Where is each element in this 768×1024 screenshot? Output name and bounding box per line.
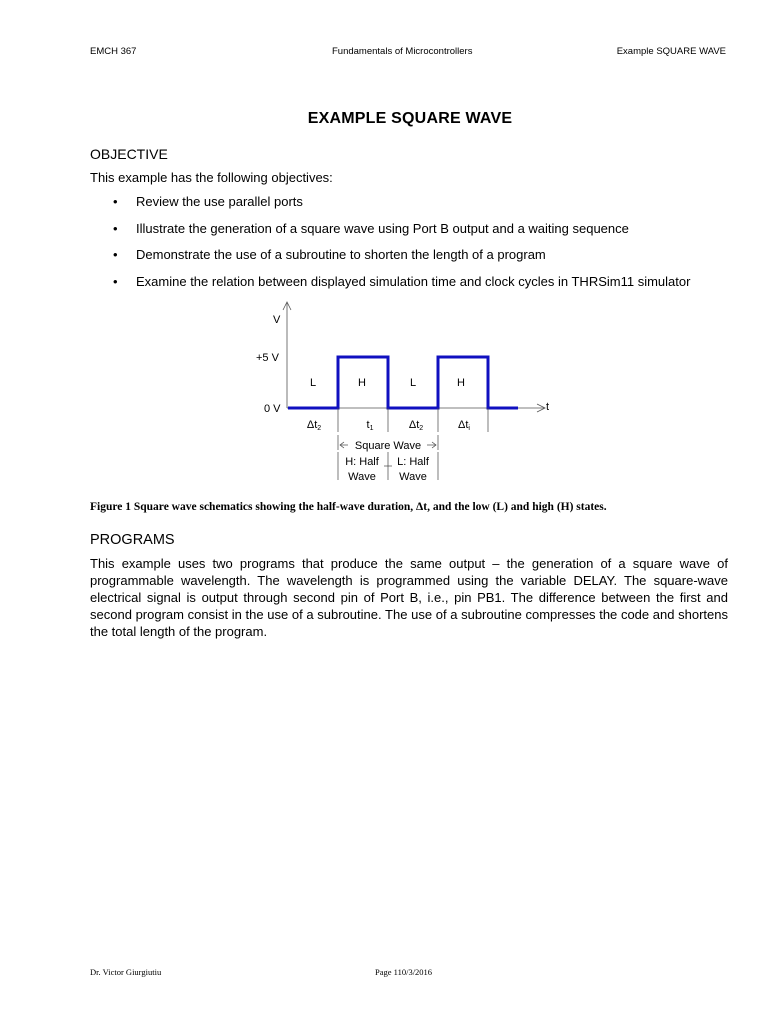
- figure-caption: Figure 1 Square wave schematics showing the half-wave duration, Δt, and the low (L) and high (H) states.: [90, 501, 607, 513]
- list-item-text: Review the use parallel ports: [136, 194, 303, 209]
- header-topic: Example SQUARE WAVE: [616, 46, 726, 57]
- programs-heading: PROGRAMS: [90, 532, 175, 548]
- state-label: L: [409, 377, 417, 389]
- objective-intro: This example has the following objectives:: [90, 170, 333, 185]
- high-half-label: H: Half: [345, 456, 379, 468]
- duration-label: Δt2: [408, 419, 424, 432]
- bullet-icon: •: [113, 247, 118, 262]
- bullet-icon: •: [113, 194, 118, 209]
- low-half-label: L: Half: [397, 456, 429, 468]
- square-wave-label: Square Wave: [354, 440, 422, 452]
- page-title: EXAMPLE SQUARE WAVE: [307, 110, 513, 127]
- objective-list: [90, 194, 690, 300]
- t-axis-label: t: [546, 401, 550, 413]
- list-item: [90, 194, 690, 221]
- state-label: H: [457, 377, 465, 389]
- bullet-icon: •: [113, 273, 118, 289]
- high-half-label: Wave: [348, 471, 376, 483]
- duration-label: Δt2: [306, 419, 322, 432]
- list-item: [90, 221, 690, 248]
- objective-heading: OBJECTIVE: [90, 146, 168, 162]
- list-item: [90, 274, 690, 301]
- state-label: L: [309, 377, 317, 389]
- list-item-text: Examine the relation between displayed simulation time and clock cycles in THRSim11 simulator: [136, 273, 691, 289]
- square-wave-figure: [250, 300, 560, 490]
- v-axis-label: V: [273, 314, 281, 326]
- level-low-label: 0 V: [264, 403, 281, 415]
- programs-paragraph: This example uses two programs that produce the same output – the generation of a square wave of programmable wavelength. The wavelength is programmed using the variable DELAY. The square-wave electrical signal is output through second pin of Port B, i.e., pin PB1. The difference between the first and second program consist in the use of a subroutine. The use of a subroutine compresses the code and shortens the total length of the program.: [90, 556, 728, 639]
- footer-page: Page 110/3/2016: [375, 967, 433, 977]
- square-wave-trace: [288, 357, 518, 408]
- header-subject: Fundamentals of Microcontrollers: [332, 46, 473, 57]
- state-label: H: [358, 377, 366, 389]
- list-item-text: Illustrate the generation of a square wave using Port B output and a waiting sequence: [136, 220, 629, 236]
- duration-label: t1: [366, 419, 374, 432]
- footer-author: Dr. Victor Giurgiutiu: [90, 967, 162, 977]
- list-item: [90, 247, 690, 274]
- list-item-text: Demonstrate the use of a subroutine to shorten the length of a program: [136, 247, 546, 262]
- low-half-label: Wave: [399, 471, 427, 483]
- header-course: EMCH 367: [90, 46, 137, 57]
- level-high-label: +5 V: [256, 352, 279, 364]
- bullet-icon: •: [113, 220, 118, 236]
- duration-label: Δti: [458, 419, 470, 432]
